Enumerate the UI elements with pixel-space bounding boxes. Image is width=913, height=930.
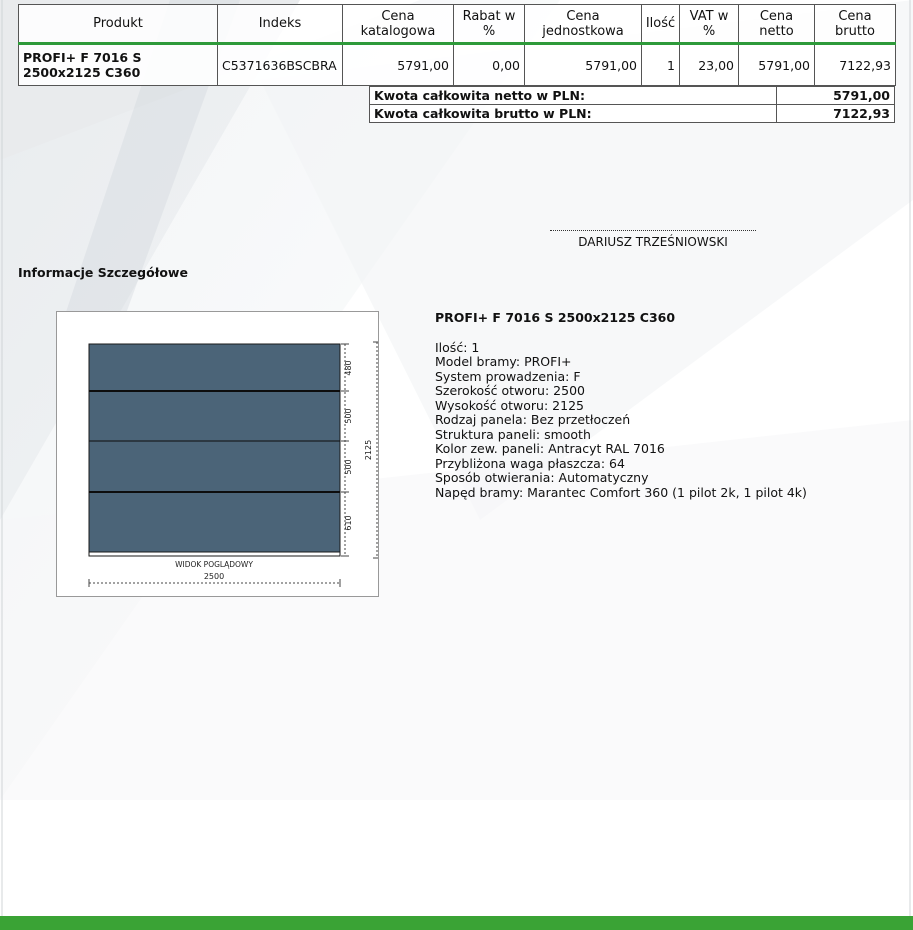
detail-line: Model bramy: PROFI+ (435, 354, 572, 369)
gate-panel-1 (89, 344, 340, 391)
products-table (18, 4, 896, 86)
header-catalog-price: Cena katalogowa (343, 5, 454, 44)
cell-index: C5371636BSCBRA (218, 44, 343, 86)
detail-line: Przybliżona waga płaszcza: 64 (435, 455, 625, 471)
cell-unit-price: 5791,00 (525, 44, 642, 86)
product-details (435, 311, 807, 500)
detail-line: Struktura paneli: smooth (435, 426, 591, 442)
section-title: Informacje Szczegółowe (18, 265, 188, 280)
signature-line (550, 230, 756, 231)
header-net-price: Cena netto (739, 5, 815, 44)
gate-panel-3 (89, 441, 340, 492)
cell-quantity: 1 (642, 44, 680, 86)
header-product: Produkt (19, 5, 218, 44)
totals-table (369, 86, 895, 123)
detail-line: Rodzaj panela: Bez przetłoczeń (435, 412, 631, 427)
cell-vat: 23,00 (680, 44, 739, 86)
details-title: PROFI+ F 7016 S 2500x2125 C360 (435, 310, 676, 325)
header-vat: VAT w % (680, 5, 739, 44)
total-net-value: 5791,00 (776, 87, 894, 105)
cell-discount: 0,00 (454, 44, 525, 86)
detail-line: Szerokość otworu: 2500 (435, 383, 585, 398)
header-index: Indeks (218, 5, 343, 44)
cell-product: PROFI+ F 7016 S 2500x2125 C360 (19, 44, 218, 86)
signature-name: DARIUSZ TRZEŚNIOWSKI (578, 235, 728, 249)
detail-line: System prowadzenia: F (435, 368, 581, 384)
detail-line: Ilość: 1 (435, 339, 480, 355)
total-gross-row (370, 105, 895, 123)
gate-drawing (56, 311, 379, 597)
total-net-row (370, 87, 895, 105)
footer-green-bar (0, 916, 913, 930)
panel-height-3: 500 (344, 459, 353, 475)
cell-gross-price: 7122,93 (815, 44, 896, 86)
header-gross-price: Cena brutto (815, 5, 896, 44)
gate-drawing-svg (57, 312, 378, 596)
gate-panel-2 (89, 391, 340, 441)
total-gross-label: Kwota całkowita brutto w PLN: (370, 105, 777, 123)
cell-net-price: 5791,00 (739, 44, 815, 86)
detail-line: Wysokość otworu: 2125 (435, 397, 584, 413)
panel-height-4: 610 (344, 515, 353, 531)
header-discount: Rabat w % (454, 5, 525, 44)
detail-line: Napęd bramy: Marantec Comfort 360 (1 pilot 2k, 1 pilot 4k) (435, 484, 807, 500)
panel-height-1: 480 (344, 360, 353, 376)
table-row (19, 44, 896, 86)
detail-line: Sposób otwierania: Automatyczny (435, 470, 649, 485)
cell-catalog-price: 5791,00 (343, 44, 454, 86)
gate-bottom-seal (89, 552, 340, 556)
gate-panel-4 (89, 492, 340, 552)
table-header-row (19, 5, 896, 44)
total-net-label: Kwota całkowita netto w PLN: (370, 87, 777, 105)
header-quantity: Ilość (642, 5, 680, 44)
width-label: 2500 (203, 572, 225, 581)
header-unit-price: Cena jednostkowa (525, 5, 642, 44)
panel-height-2: 500 (344, 408, 353, 424)
drawing-caption: WIDOK POGLĄDOWY (175, 560, 253, 569)
total-gross-value: 7122,93 (776, 105, 894, 123)
total-height-label: 2125 (364, 439, 373, 461)
detail-line: Kolor zew. paneli: Antracyt RAL 7016 (435, 441, 665, 456)
